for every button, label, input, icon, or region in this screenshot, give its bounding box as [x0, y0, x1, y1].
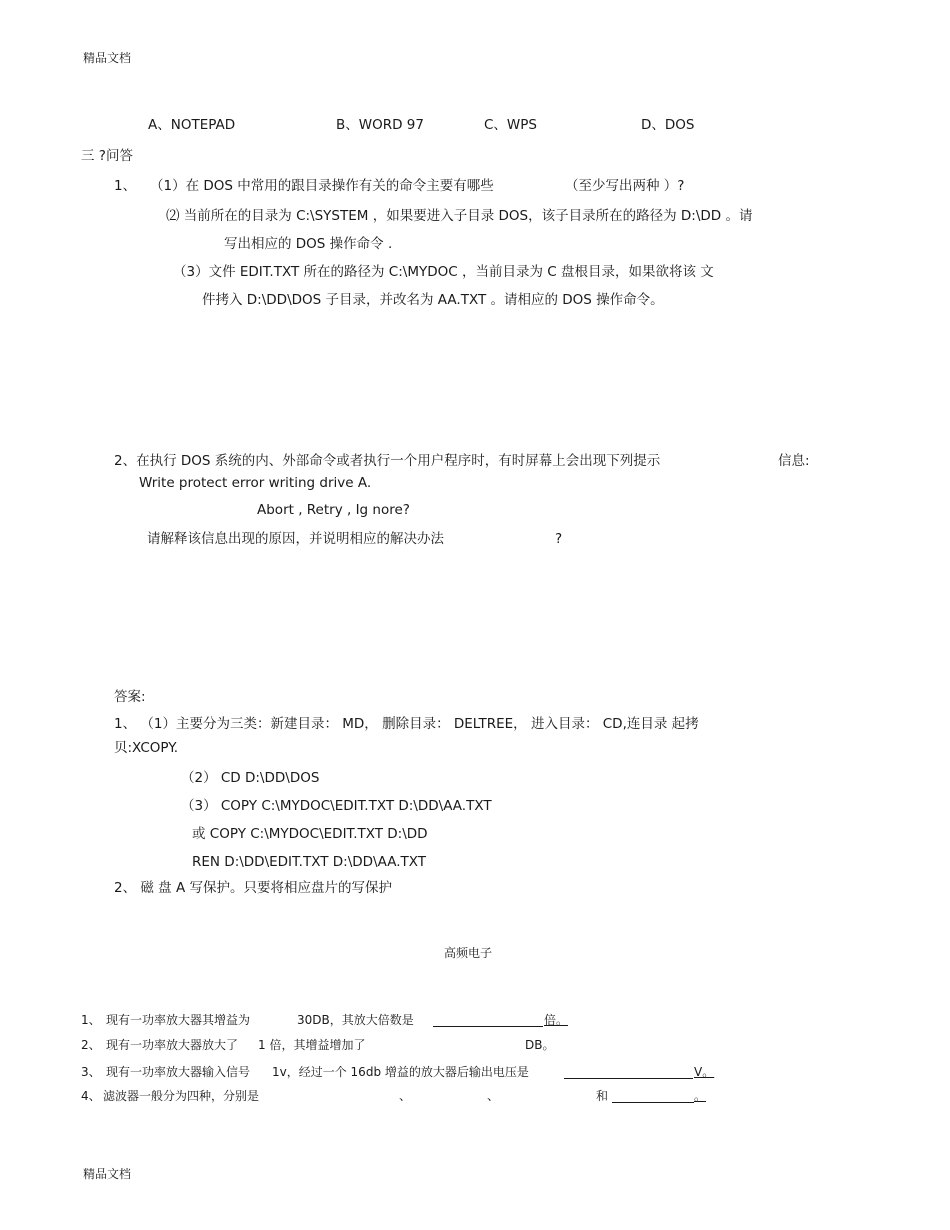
hf-question-2-value: 1 倍，其增益增加了 [258, 1038, 366, 1052]
answer-1-part2: （2） CD D:\DD\DOS [181, 770, 320, 786]
answer-1-part1: 1、 （1）主要分为三类：新建目录： MD， 删除目录： DELTREE， 进入目录： CD,连目录 起拷 [114, 716, 699, 732]
question-2-error-line: Write protect error writing drive A. [139, 475, 372, 491]
hf-question-4-and: 和 [596, 1089, 609, 1103]
section-title-hf: 高频电子 [444, 946, 493, 960]
option-d: D、DOS [641, 117, 695, 133]
question-1-number: 1、 [114, 178, 137, 194]
question-1-part2-cont: 写出相应的 DOS 操作命令 . [224, 236, 393, 252]
hf-question-2-number: 2、 [81, 1038, 101, 1052]
hf-question-4-blank [612, 1102, 694, 1103]
hf-question-4-text: 滤波器一般分为四种，分别是 [103, 1089, 260, 1103]
page-footer: 精品文档 [83, 1167, 132, 1181]
hf-question-2-text: 现有一功率放大器放大了 [106, 1038, 239, 1052]
answers-title: 答案: [114, 689, 146, 705]
question-2-line1: 2、在执行 DOS 系统的内、外部命令或者执行一个用户程序时，有时屏幕上会出现下列提示 [114, 453, 661, 469]
hf-question-1-blank [433, 1026, 543, 1027]
answer-2: 2、 磁 盘 A 写保护。只要将相应盘片的写保护 [114, 880, 392, 896]
question-2-ask: 请解释该信息出现的原因，并说明相应的解决办法 [147, 531, 444, 547]
question-1-part2: ⑵ 当前所在的目录为 C:\SYSTEM ，如果要进入子目录 DOS，该子目录所在的路径为 D:\DD 。请 [166, 208, 753, 224]
answer-1-part1-cont: 贝:XCOPY. [114, 740, 179, 756]
hf-question-4-separator-1: 、 [399, 1089, 412, 1103]
question-1-part1-tail: （至少写出两种 ）? [565, 178, 685, 194]
hf-question-1-text: 现有一功率放大器其增益为 [106, 1013, 251, 1027]
hf-question-3-unit: V。 [694, 1065, 715, 1079]
question-2-prompt-line: Abort , Retry , Ig nore? [257, 502, 410, 518]
section-title: 三 ?问答 [81, 148, 133, 164]
hf-question-4-separator-2: 、 [487, 1089, 500, 1103]
hf-question-4-end: 。 [694, 1089, 707, 1103]
hf-question-2-unit: DB。 [525, 1038, 555, 1052]
hf-question-1-number: 1、 [81, 1013, 101, 1027]
question-1-part1: （1）在 DOS 中常用的跟目录操作有关的命令主要有哪些 [150, 178, 494, 194]
question-1-part3-cont: 件拷入 D:\DD\DOS 子目录，并改名为 AA.TXT 。请相应的 DOS 操作命令。 [202, 292, 664, 308]
option-c: C、WPS [484, 117, 537, 133]
question-1-part3: （3）文件 EDIT.TXT 所在的路径为 C:\MYDOC ，当前目录为 C 盘根目录，如果欲将该 文 [173, 264, 714, 280]
answer-1-part3: （3） COPY C:\MYDOC\EDIT.TXT D:\DD\AA.TXT [181, 798, 492, 814]
hf-question-3-number: 3、 [81, 1065, 101, 1079]
hf-question-3-blank [564, 1078, 693, 1079]
answer-1-part3-rename: REN D:\DD\EDIT.TXT D:\DD\AA.TXT [192, 854, 427, 870]
hf-question-1-value: 30DB，其放大倍数是 [297, 1013, 414, 1027]
answer-1-part3-alt: 或 COPY C:\MYDOC\EDIT.TXT D:\DD [192, 826, 428, 842]
option-b: B、WORD 97 [336, 117, 424, 133]
hf-question-3-value: 1v，经过一个 16db 增益的放大器后输出电压是 [272, 1065, 529, 1079]
page-header: 精品文档 [83, 51, 132, 65]
question-2-ask-tail: ? [555, 531, 563, 547]
option-a: A、NOTEPAD [148, 117, 236, 133]
hf-question-1-unit: 倍。 [544, 1013, 569, 1027]
question-2-line1-tail: 信息: [778, 453, 810, 469]
hf-question-3-text: 现有一功率放大器输入信号 [106, 1065, 251, 1079]
hf-question-4-number: 4、 [81, 1089, 101, 1103]
